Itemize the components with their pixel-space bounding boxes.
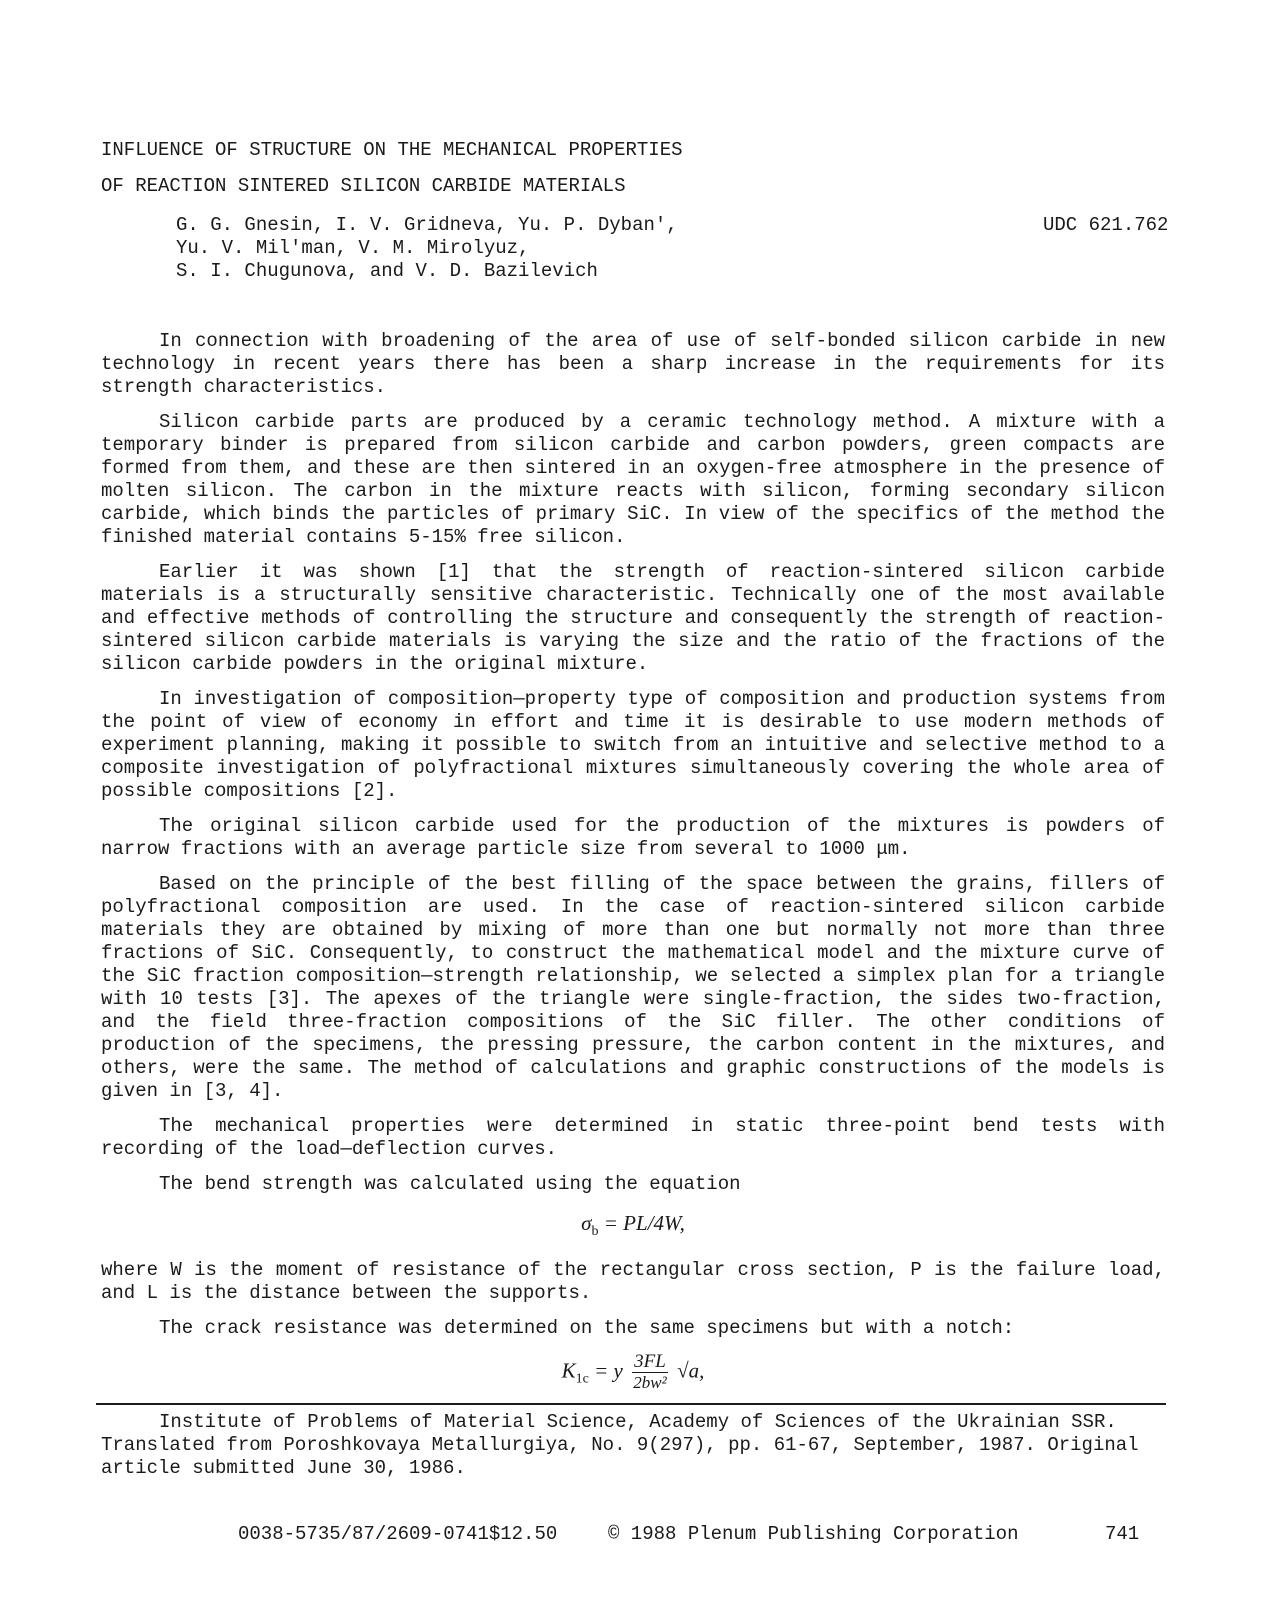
paragraph: In connection with broadening of the area of use of self-bonded silicon carbide in new technology in recent years there has been a sharp increase in the requirements for its strength characteristics. <box>101 330 1165 398</box>
author-line-1: G. G. Gnesin, I. V. Gridneva, Yu. P. Dyban', <box>176 214 678 236</box>
udc-code: UDC 621.762 <box>1043 214 1169 236</box>
paragraph: where W is the moment of resistance of the rectangular cross section, P is the failure load, and L is the distance between the supports. <box>101 1259 1165 1305</box>
crack-resistance-equation <box>101 1352 1165 1395</box>
paragraph: The original silicon carbide used for the production of the mixtures is powders of narrow fractions with an average particle size from several to 1000 μm. <box>101 815 1165 860</box>
fraction-numerator: 3FL <box>634 1351 666 1373</box>
footer-code: 0038-5735/87/2609-0741$12.50 <box>238 1523 558 1545</box>
author-line-2: Yu. V. Mil'man, V. M. Mirolyuz, <box>176 237 530 259</box>
author-line-3: S. I. Chugunova, and V. D. Bazilevich <box>176 260 598 282</box>
equation-tail: √a, <box>677 1358 705 1383</box>
footnote-divider <box>96 1403 1166 1405</box>
footnote-line-2: Translated from Poroshkovaya Metallurgiya, No. 9(297), pp. 61-67, September, 1987. Original <box>101 1434 1139 1456</box>
equation-lhs-subscript: 1c <box>575 1371 589 1387</box>
equation-lhs: K <box>561 1358 576 1383</box>
paragraph: In investigation of composition—property type of composition and production systems from the point of view of economy in effort and time it is desirable to use modern methods of experiment planning, making it possible to switch from an intuitive and selective method to a composite investigation of polyfractional mixtures simultaneously covering the whole area of possible compositions [2]. <box>101 688 1165 802</box>
page-number: 741 <box>1105 1523 1140 1545</box>
equation-lhs-subscript: b <box>591 1224 599 1240</box>
title-line-1: INFLUENCE OF STRUCTURE ON THE MECHANICAL PROPERTIES <box>101 139 683 161</box>
paragraph: The bend strength was calculated using the equation <box>159 1173 741 1195</box>
bend-strength-equation <box>101 1208 1165 1247</box>
article-body <box>101 330 1165 1407</box>
equation-equals: = y <box>594 1358 623 1383</box>
footer-copyright: © 1988 Plenum Publishing Corporation <box>608 1523 1019 1545</box>
fraction-denominator: 2bw² <box>633 1373 667 1393</box>
footnote-line-3: article submitted June 30, 1986. <box>101 1457 466 1479</box>
paragraph: Silicon carbide parts are produced by a ceramic technology method. A mixture with a temporary binder is prepared from silicon carbide and carbon powders, green compacts are formed from them, and these are then sintered in an oxygen-free atmosphere in the presence of molten silicon. The carbon in the mixture reacts with silicon, forming secondary silicon carbide, which binds the particles of primary SiC. In view of the specifics of the method the finished material contains 5-15% free silicon. <box>101 411 1165 548</box>
article-title <box>101 132 1101 204</box>
author-list <box>176 214 678 283</box>
paragraph: The crack resistance was determined on the same specimens but with a notch: <box>159 1317 1015 1340</box>
paragraph: The mechanical properties were determined in static three-point bend tests with recording of the load—deflection curves. <box>101 1115 1165 1160</box>
equation-lhs: σ <box>581 1211 592 1235</box>
paragraph: Earlier it was shown [1] that the strength of reaction-sintered silicon carbide materials is a structurally sensitive characteristic. Technically one of the most available and effective methods of controlling the structure and consequently the strength of reaction-sintered silicon carbide materials is varying the size and the ratio of the fractions of the silicon carbide powders in the original mixture. <box>101 561 1165 675</box>
equation-fraction <box>632 1352 668 1393</box>
footnote-line-1: Institute of Problems of Material Science, Academy of Sciences of the Ukrainian SSR. <box>159 1411 1117 1433</box>
equation-rhs: = PL/4W, <box>603 1211 685 1235</box>
paragraph: Based on the principle of the best filling of the space between the grains, fillers of polyfractional composition are used. In the case of reaction-sintered silicon carbide materials they are obtained by mixing of more than one but normally not more than three fractions of SiC. Consequently, to construct the mathematical model and the mixture curve of the SiC fraction composition—strength relationship, we selected a simplex plan for a triangle with 10 tests [3]. The apexes of the triangle were single-fraction, the sides two-fraction, and the field three-fraction compositions of the SiC filler. The other conditions of production of the specimens, the pressing pressure, the carbon content in the mixtures, and others, were the same. The method of calculations and graphic constructions of the models is given in [3, 4]. <box>101 873 1165 1102</box>
footnote <box>101 1411 1165 1480</box>
title-line-2: OF REACTION SINTERED SILICON CARBIDE MATERIALS <box>101 175 626 197</box>
